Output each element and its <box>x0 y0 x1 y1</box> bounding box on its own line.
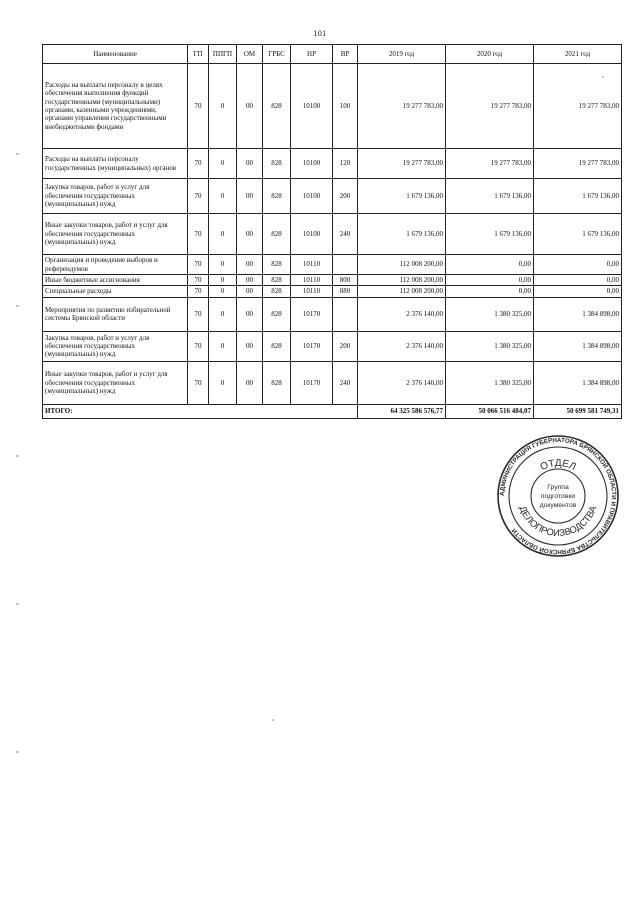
cell-om: 00 <box>237 214 263 255</box>
table-row <box>43 361 622 404</box>
cell-2021: 1 679 136,00 <box>534 179 622 214</box>
cell-2020: 1 380 325,00 <box>446 331 534 361</box>
cell-2020: 1 380 325,00 <box>446 361 534 404</box>
row-name: Мероприятия по развитию избирательной системы Брянской области <box>43 297 188 331</box>
cell-ppgp: 0 <box>209 275 237 286</box>
row-name: Иные закупки товаров, работ и услуг для обеспечения государственных (муниципальных) нужд <box>43 214 188 255</box>
cell-2021: 1 384 898,00 <box>534 297 622 331</box>
cell-vr: 880 <box>333 286 358 297</box>
total-2020: 50 066 516 484,07 <box>446 404 534 418</box>
cell-vr <box>333 297 358 331</box>
cell-ppgp: 0 <box>209 214 237 255</box>
cell-2019: 1 679 136,00 <box>358 214 446 255</box>
total-label: ИТОГО: <box>43 404 358 418</box>
cell-grbs: 828 <box>263 214 291 255</box>
cell-nr: 10110 <box>291 255 333 275</box>
cell-ppgp: 0 <box>209 255 237 275</box>
cell-nr: 10170 <box>291 331 333 361</box>
total-row <box>43 404 622 418</box>
cell-2021: 0,00 <box>534 286 622 297</box>
header-ppgp: ППГП <box>209 45 237 64</box>
header-grbs: ГРБС <box>263 45 291 64</box>
cell-2019: 2 376 140,00 <box>358 297 446 331</box>
cell-2020: 0,00 <box>446 255 534 275</box>
cell-gp: 70 <box>188 275 209 286</box>
cell-2019: 2 376 140,00 <box>358 361 446 404</box>
cell-2019: 19 277 783,00 <box>358 64 446 149</box>
cell-gp: 70 <box>188 361 209 404</box>
cell-gp: 70 <box>188 149 209 179</box>
office-stamp <box>496 434 620 558</box>
cell-2021: 1 384 898,00 <box>534 361 622 404</box>
cell-vr: 120 <box>333 149 358 179</box>
table-body <box>43 64 622 405</box>
cell-nr: 10170 <box>291 297 333 331</box>
header-2021: 2021 год <box>534 45 622 64</box>
cell-2019: 19 277 783,00 <box>358 149 446 179</box>
cell-gp: 70 <box>188 297 209 331</box>
total-2021: 50 699 581 749,31 <box>534 404 622 418</box>
cell-gp: 70 <box>188 255 209 275</box>
cell-2019: 112 008 200,00 <box>358 255 446 275</box>
cell-2021: 1 679 136,00 <box>534 214 622 255</box>
cell-nr: 10110 <box>291 286 333 297</box>
table-row <box>43 64 622 149</box>
cell-ppgp: 0 <box>209 361 237 404</box>
cell-nr: 10110 <box>291 275 333 286</box>
cell-2020: 19 277 783,00 <box>446 64 534 149</box>
cell-om: 00 <box>237 64 263 149</box>
cell-2019: 1 679 136,00 <box>358 179 446 214</box>
stamp-center-line: Группа <box>547 484 569 491</box>
cell-om: 00 <box>237 255 263 275</box>
table-row <box>43 275 622 286</box>
cell-om: 00 <box>237 286 263 297</box>
row-name: Специальные расходы <box>43 286 188 297</box>
cell-om: 00 <box>237 179 263 214</box>
header-2020: 2020 год <box>446 45 534 64</box>
row-name: Организация и проведение выборов и референдумов <box>43 255 188 275</box>
cell-2021: 19 277 783,00 <box>534 149 622 179</box>
cell-om: 00 <box>237 275 263 286</box>
scan-speck <box>272 719 274 721</box>
stamp-center-line: подготовки <box>540 493 576 500</box>
cell-nr: 10170 <box>291 361 333 404</box>
cell-2021: 0,00 <box>534 275 622 286</box>
cell-vr <box>333 255 358 275</box>
row-name: Закупка товаров, работ и услуг для обеспечения государственных (муниципальных) нужд <box>43 179 188 214</box>
table-header-row <box>43 45 622 64</box>
page-number: 101 <box>313 29 327 38</box>
cell-2019: 112 008 200,00 <box>358 275 446 286</box>
header-nr: НР <box>291 45 333 64</box>
cell-vr: 240 <box>333 214 358 255</box>
row-name: Иные закупки товаров, работ и услуг для обеспечения государственных (муниципальных) нужд <box>43 361 188 404</box>
row-name: Расходы на выплаты персоналу государственных (муниципальных) органов <box>43 149 188 179</box>
cell-ppgp: 0 <box>209 331 237 361</box>
cell-ppgp: 0 <box>209 179 237 214</box>
stamp-center-line: документов <box>539 502 577 509</box>
table-row <box>43 214 622 255</box>
cell-nr: 10100 <box>291 149 333 179</box>
cell-ppgp: 0 <box>209 149 237 179</box>
cell-grbs: 828 <box>263 64 291 149</box>
cell-om: 00 <box>237 331 263 361</box>
cell-2020: 1 679 136,00 <box>446 214 534 255</box>
cell-2019: 2 376 140,00 <box>358 331 446 361</box>
cell-vr: 800 <box>333 275 358 286</box>
header-vr: ВР <box>333 45 358 64</box>
cell-ppgp: 0 <box>209 297 237 331</box>
cell-grbs: 828 <box>263 297 291 331</box>
table-row <box>43 255 622 275</box>
cell-gp: 70 <box>188 64 209 149</box>
header-gp: ГП <box>188 45 209 64</box>
cell-vr: 200 <box>333 331 358 361</box>
table-row <box>43 297 622 331</box>
cell-2021: 1 384 898,00 <box>534 331 622 361</box>
cell-grbs: 828 <box>263 149 291 179</box>
cell-grbs: 828 <box>263 286 291 297</box>
cell-grbs: 828 <box>263 331 291 361</box>
header-om: ОМ <box>237 45 263 64</box>
stamp-outer-text: АДМИНИСТРАЦИЯ ГУБЕРНАТОРА БРЯНСКОЙ ОБЛАСТИ И ПРАВИТЕЛЬСТВА БРЯНСКОЙ ОБЛАСТИ <box>498 436 618 556</box>
cell-gp: 70 <box>188 331 209 361</box>
total-2019: 64 325 586 576,77 <box>358 404 446 418</box>
cell-2021: 19 277 783,00 <box>534 64 622 149</box>
budget-table <box>42 44 622 419</box>
cell-om: 00 <box>237 149 263 179</box>
cell-2020: 1 380 325,00 <box>446 297 534 331</box>
cell-2020: 0,00 <box>446 275 534 286</box>
header-2019: 2019 год <box>358 45 446 64</box>
header-name: Наименование <box>43 45 188 64</box>
cell-2020: 1 679 136,00 <box>446 179 534 214</box>
cell-om: 00 <box>237 297 263 331</box>
cell-gp: 70 <box>188 214 209 255</box>
table-row <box>43 331 622 361</box>
cell-2021: 0,00 <box>534 255 622 275</box>
row-name: Иные бюджетные ассигнования <box>43 275 188 286</box>
row-name: Закупка товаров, работ и услуг для обеспечения государственных (муниципальных) нужд <box>43 331 188 361</box>
cell-nr: 10100 <box>291 64 333 149</box>
cell-gp: 70 <box>188 286 209 297</box>
cell-grbs: 828 <box>263 361 291 404</box>
cell-2019: 112 008 200,00 <box>358 286 446 297</box>
cell-2020: 19 277 783,00 <box>446 149 534 179</box>
cell-vr: 240 <box>333 361 358 404</box>
cell-vr: 100 <box>333 64 358 149</box>
stamp-bottom-text: ДЕЛОПРОИЗВОДСТВА <box>517 504 599 539</box>
cell-vr: 200 <box>333 179 358 214</box>
cell-ppgp: 0 <box>209 64 237 149</box>
cell-ppgp: 0 <box>209 286 237 297</box>
cell-nr: 10100 <box>291 214 333 255</box>
cell-grbs: 828 <box>263 275 291 286</box>
stamp-top-text: ОТДЕЛ <box>538 457 578 474</box>
table-row <box>43 286 622 297</box>
table-row <box>43 149 622 179</box>
cell-nr: 10100 <box>291 179 333 214</box>
cell-grbs: 828 <box>263 255 291 275</box>
cell-gp: 70 <box>188 179 209 214</box>
table-row <box>43 179 622 214</box>
cell-grbs: 828 <box>263 179 291 214</box>
cell-2020: 0,00 <box>446 286 534 297</box>
row-name: Расходы на выплаты персоналу в целях обеспечения выполнения функций государственными (муниципальными) органами, казенными учреждениями, органами управления государственными внебюджетными фондами <box>43 64 188 149</box>
cell-om: 00 <box>237 361 263 404</box>
